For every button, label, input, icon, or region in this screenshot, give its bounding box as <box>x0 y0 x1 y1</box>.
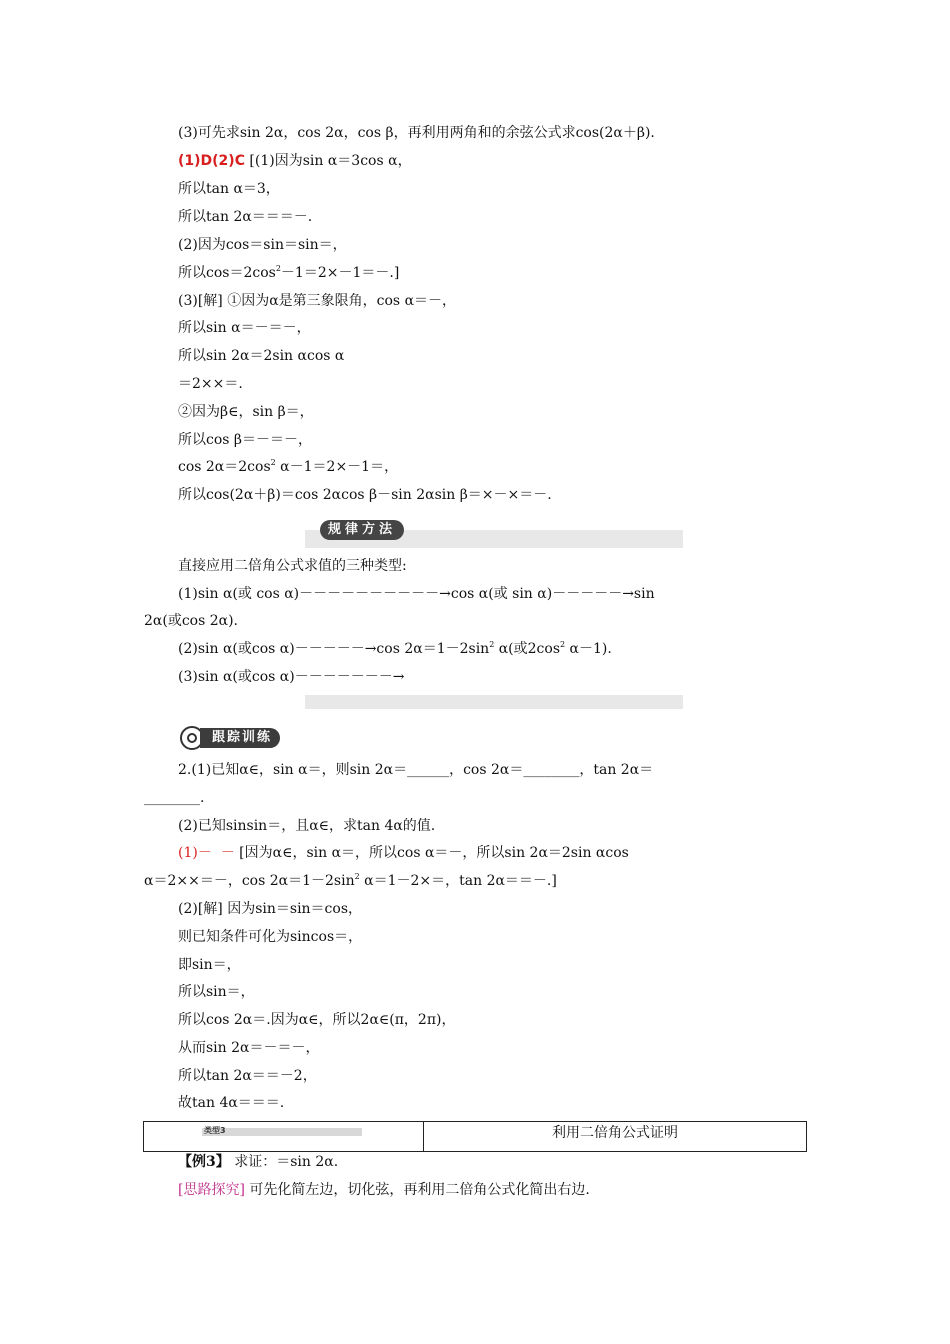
text-line <box>178 457 398 477</box>
text-line: 所以sin α＝－＝－， <box>178 320 311 336</box>
text-line: 故tan 4α＝＝＝. <box>178 1095 285 1111</box>
text-fragment: α＝1－2×＝，tan 2α＝＝－.] <box>359 873 557 889</box>
superscript: 2 <box>489 640 495 649</box>
text-fragment: 所以cos＝2cos <box>178 265 276 281</box>
text-line: (2)因为cos＝sin＝sin＝， <box>178 237 347 253</box>
text-line: 则已知条件可化为sincos＝， <box>178 929 363 945</box>
text-line: 即sin＝， <box>178 957 241 973</box>
text-fragment: －1＝2×－1＝－.] <box>280 265 400 281</box>
text-fragment: α＝2××＝－，cos 2α＝1－2sin <box>144 873 355 889</box>
text-line <box>178 263 399 283</box>
text-line: 直接应用二倍角公式求值的三种类型: <box>178 558 407 574</box>
text-line: 2.(1)已知α∈，sin α＝，则sin 2α＝______，cos 2α＝________，tan 2α＝ <box>178 762 654 778</box>
superscript: 2 <box>354 872 360 881</box>
type-cell <box>144 1122 424 1151</box>
method-footer-bar <box>305 695 683 709</box>
text-line <box>144 871 557 891</box>
hint-text: 可先化简左边，切化弦，再利用二倍角公式化简出右边. <box>244 1182 590 1198</box>
text-line: ＝2××＝. <box>178 376 243 392</box>
text-line: 所以cos 2α＝.因为α∈，所以2α∈(π，2π)， <box>178 1012 456 1028</box>
text-line: ②因为β∈，sin β＝， <box>178 404 314 420</box>
text-fragment: α(或2cos <box>494 641 561 657</box>
training-label: 跟踪训练 <box>200 728 280 748</box>
text-line: 所以tan 2α＝＝＝－. <box>178 209 313 225</box>
text-fragment: α－1). <box>565 641 612 657</box>
text-line: (3)[解] ①因为α是第三象限角，cos α＝－， <box>178 293 457 309</box>
superscript: 2 <box>270 458 276 467</box>
text-line: 所以sin 2α＝2sin αcos α <box>178 348 345 364</box>
superscript: 2 <box>560 640 566 649</box>
type-title: 利用二倍角公式证明 <box>552 1125 678 1141</box>
answer-tag: (1)D(2)C <box>178 153 245 169</box>
text-line: (1)sin α(或 cos α)－－－－－－－－－－→cos α(或 sin α)－－－－－→sin <box>178 586 655 602</box>
answer-text: [因为α∈，sin α＝，所以cos α＝－，所以sin 2α＝2sin αcos <box>234 845 629 861</box>
text-line: 所以sin＝， <box>178 984 255 1000</box>
type-tag: 类型3 <box>204 1126 226 1135</box>
superscript: 2 <box>275 264 281 273</box>
example-text: 求证：＝sin 2α. <box>229 1154 339 1170</box>
method-badge: 规律方法 <box>320 520 404 540</box>
text-line <box>178 639 612 659</box>
text-line: ________. <box>144 790 205 806</box>
type-bar <box>202 1128 362 1136</box>
text-line: 所以cos(2α＋β)＝cos 2αcos β－sin 2αsin β＝×－×＝－. <box>178 487 552 503</box>
example-line <box>178 1152 338 1172</box>
answer-line <box>178 843 629 863</box>
hint-line <box>178 1180 590 1200</box>
text-line: 所以tan α＝3， <box>178 181 280 197</box>
text-line: (3)sin α(或cos α)－－－－－－－→ <box>178 669 405 685</box>
text-line: 所以tan 2α＝＝－2， <box>178 1068 317 1084</box>
type-header-table <box>143 1121 807 1152</box>
text-fragment: α－1＝2×－1＝， <box>275 459 399 475</box>
text-line: (2)[解] 因为sin＝sin＝cos， <box>178 901 363 917</box>
text-fragment: cos 2α＝2cos <box>178 459 271 475</box>
text-line: 所以cos β＝－＝－， <box>178 432 312 448</box>
text-line: 从而sin 2α＝－＝－， <box>178 1040 320 1056</box>
text-fragment: (2)sin α(或cos α)－－－－－→cos 2α＝1－2sin <box>178 641 490 657</box>
text-line: (3)可先求sin 2α，cos 2α，cos β，再利用两角和的余弦公式求cos(2α＋β). <box>178 125 655 141</box>
answer-text: [(1)因为sin α＝3cos α， <box>244 153 412 169</box>
hint-tag: [思路探究] <box>178 1182 245 1198</box>
text-line: 2α(或cos 2α). <box>144 613 239 629</box>
answer-tag: (1)－ － <box>178 845 235 861</box>
answer-line <box>178 151 412 171</box>
example-label: 【例3】 <box>178 1154 230 1170</box>
text-line: (2)已知sinsin＝，且α∈，求tan 4α的值. <box>178 818 436 834</box>
